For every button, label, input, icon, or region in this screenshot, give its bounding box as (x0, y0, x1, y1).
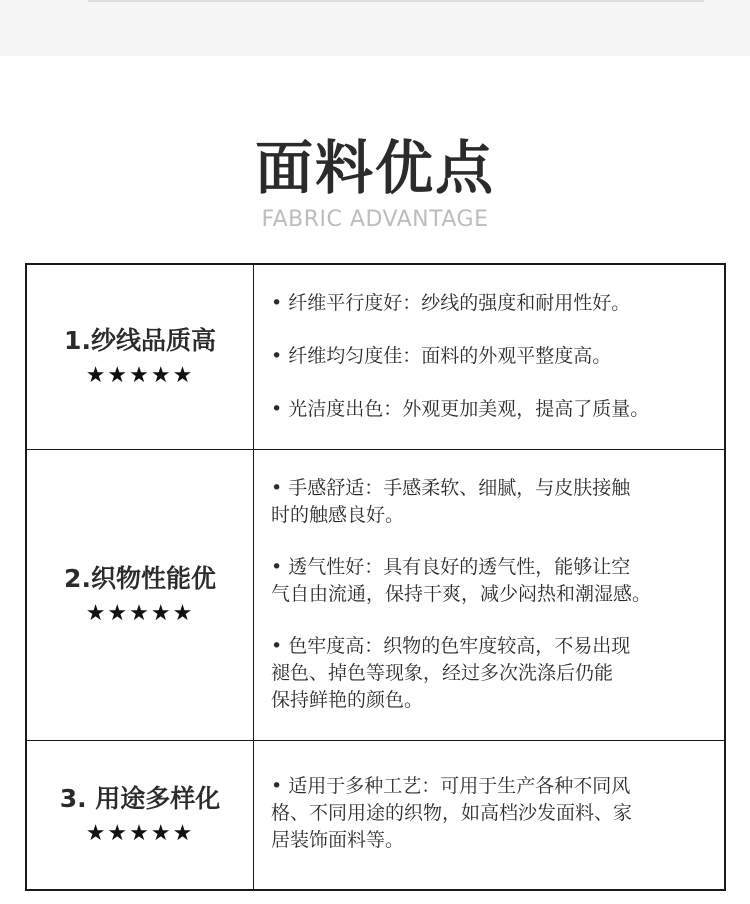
bullet-item: • 手感舒适：手感柔软、细腻，与皮肤接触 时的触感良好。 (271, 477, 631, 526)
star-rating: ★★★★★ (85, 821, 195, 846)
row-label: 1.纱线品质高 (64, 326, 216, 355)
bullet-item: • 光洁度出色：外观更加美观，提高了质量。 (271, 398, 650, 420)
row-label-cell (27, 450, 253, 740)
row-label: 2.织物性能优 (64, 564, 216, 593)
advantage-row-fabric (27, 450, 724, 740)
row-label-cell (27, 741, 253, 889)
top-band (0, 0, 750, 56)
top-divider (88, 0, 704, 2)
star-rating: ★★★★★ (85, 601, 195, 626)
star-rating: ★★★★★ (85, 363, 195, 388)
advantage-row-yarn (27, 265, 724, 449)
row-detail-cell (271, 741, 726, 889)
bullet-item: • 色牢度高：织物的色牢度较高，不易出现 褪色、掉色等现象，经过多次洗涤后仍能 保持鲜艳的颜色。 (271, 635, 631, 711)
row-label-cell (27, 265, 253, 449)
bullet-item: • 透气性好：具有良好的透气性，能够让空 气自由流通，保持干爽，减少闷热和潮湿感。 (271, 556, 652, 605)
page-title: 面料优点 (254, 134, 495, 202)
row-detail-cell (271, 265, 726, 449)
bullet-item: • 纤维平行度好：纱线的强度和耐用性好。 (271, 292, 631, 314)
bullet-item: • 纤维均匀度佳：面料的外观平整度高。 (271, 345, 612, 367)
advantage-row-usage (27, 741, 724, 889)
bullet-item: • 适用于多种工艺：可用于生产各种不同风 格、不同用途的织物，如高档沙发面料、家 居装饰面料等。 (271, 775, 633, 851)
page-subtitle: FABRIC ADVANTAGE (261, 207, 489, 232)
row-label: 3. 用途多样化 (59, 784, 221, 813)
advantage-table (25, 263, 726, 891)
row-detail-cell (271, 450, 726, 740)
